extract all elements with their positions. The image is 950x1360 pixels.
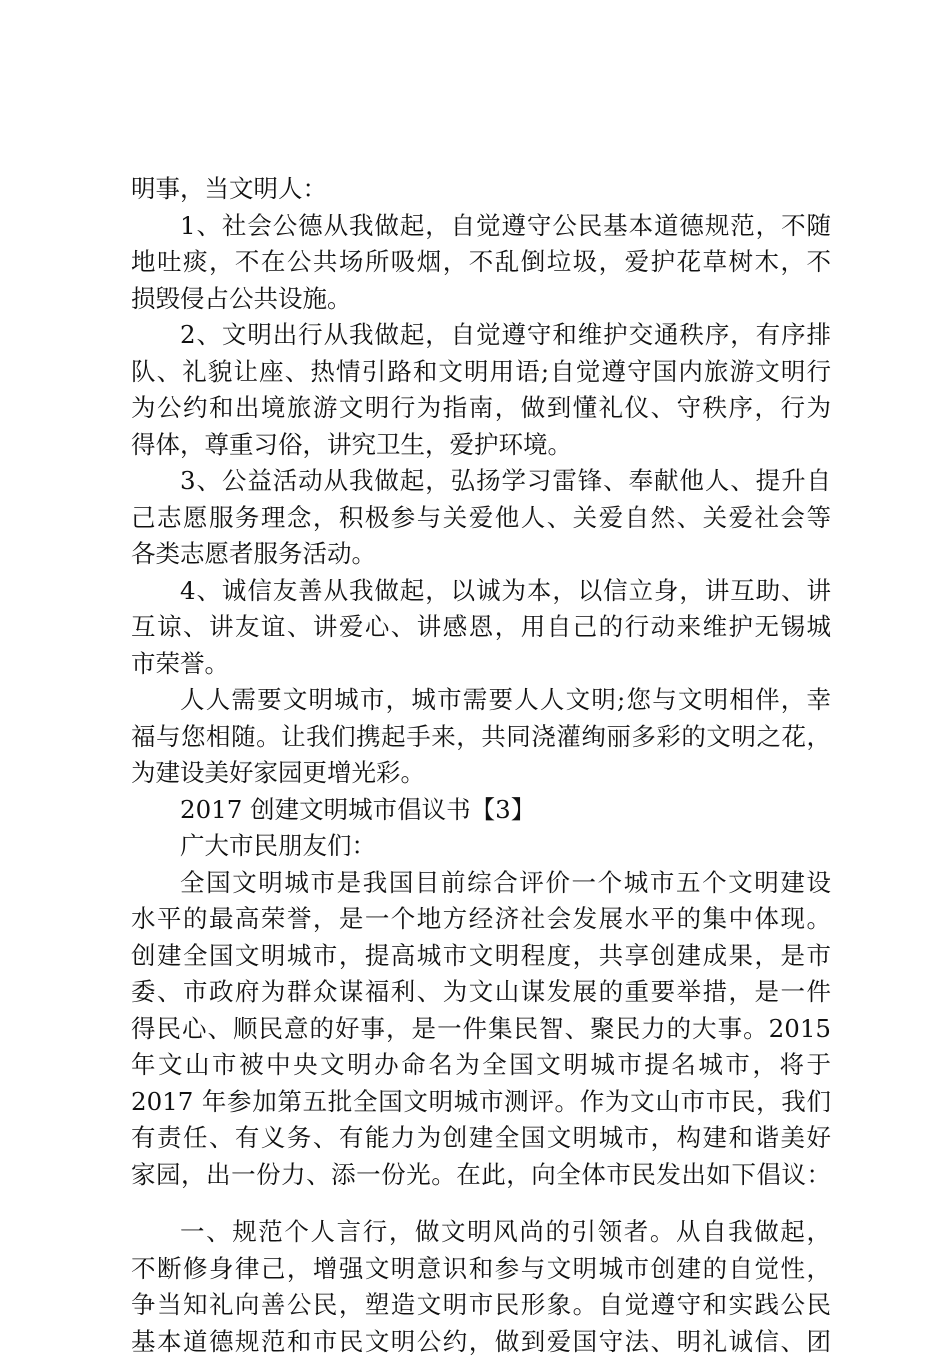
text-line: 损毁侵占公共设施。 — [131, 281, 831, 318]
text-line: 1、社会公德从我做起，自觉遵守公民基本道德规范，不随 — [131, 208, 831, 245]
text-line: 2017 年参加第五批全国文明城市测评。作为文山市市民，我们 — [131, 1084, 831, 1121]
text-line: 市荣誉。 — [131, 646, 831, 683]
text-line: 得民心、顺民意的好事，是一件集民智、聚民力的大事。2015 — [131, 1011, 831, 1048]
text-line: 各类志愿者服务活动。 — [131, 536, 831, 573]
text-line: 争当知礼向善公民，塑造文明市民形象。自觉遵守和实践公民 — [131, 1287, 831, 1324]
text-line: 人人需要文明城市，城市需要人人文明;您与文明相伴，幸 — [131, 682, 831, 719]
text-line: 年文山市被中央文明办命名为全国文明城市提名城市，将于 — [131, 1047, 831, 1084]
text-line: 一、规范个人言行，做文明风尚的引领者。从自我做起， — [131, 1214, 831, 1251]
text-line: 己志愿服务理念，积极参与关爱他人、关爱自然、关爱社会等 — [131, 500, 831, 537]
text-line: 4、诚信友善从我做起，以诚为本，以信立身，讲互助、讲 — [131, 573, 831, 610]
text-line: 家园，出一份力、添一份光。在此，向全体市民发出如下倡议： — [131, 1157, 831, 1194]
text-line: 不断修身律己，增强文明意识和参与文明城市创建的自觉性， — [131, 1251, 831, 1288]
text-line: 广大市民朋友们： — [131, 828, 831, 865]
text-line: 福与您相随。让我们携起手来，共同浇灌绚丽多彩的文明之花， — [131, 719, 831, 756]
blank-line — [131, 1193, 831, 1214]
text-line: 互谅、讲友谊、讲爱心、讲感恩，用自己的行动来维护无锡城 — [131, 609, 831, 646]
text-line: 得体，尊重习俗，讲究卫生，爱护环境。 — [131, 427, 831, 464]
text-line: 全国文明城市是我国目前综合评价一个城市五个文明建设 — [131, 865, 831, 902]
text-line: 委、市政府为群众谋福利、为文山谋发展的重要举措，是一件 — [131, 974, 831, 1011]
text-line: 为公约和出境旅游文明行为指南，做到懂礼仪、守秩序，行为 — [131, 390, 831, 427]
text-line: 水平的最高荣誉，是一个地方经济社会发展水平的集中体现。 — [131, 901, 831, 938]
text-line: 有责任、有义务、有能力为创建全国文明城市，构建和谐美好 — [131, 1120, 831, 1157]
text-line: 队、礼貌让座、热情引路和文明用语;自觉遵守国内旅游文明行 — [131, 354, 831, 391]
document-body — [131, 171, 831, 1360]
text-line: 2017 创建文明城市倡议书【3】 — [131, 792, 831, 829]
text-line: 基本道德规范和市民文明公约，做到爱国守法、明礼诚信、团 — [131, 1324, 831, 1360]
text-line: 创建全国文明城市，提高城市文明程度，共享创建成果，是市 — [131, 938, 831, 975]
text-line: 明事，当文明人： — [131, 171, 831, 208]
text-line: 地吐痰，不在公共场所吸烟，不乱倒垃圾，爱护花草树木，不 — [131, 244, 831, 281]
text-line: 3、公益活动从我做起，弘扬学习雷锋、奉献他人、提升自 — [131, 463, 831, 500]
text-line: 2、文明出行从我做起，自觉遵守和维护交通秩序，有序排 — [131, 317, 831, 354]
text-line: 为建设美好家园更增光彩。 — [131, 755, 831, 792]
